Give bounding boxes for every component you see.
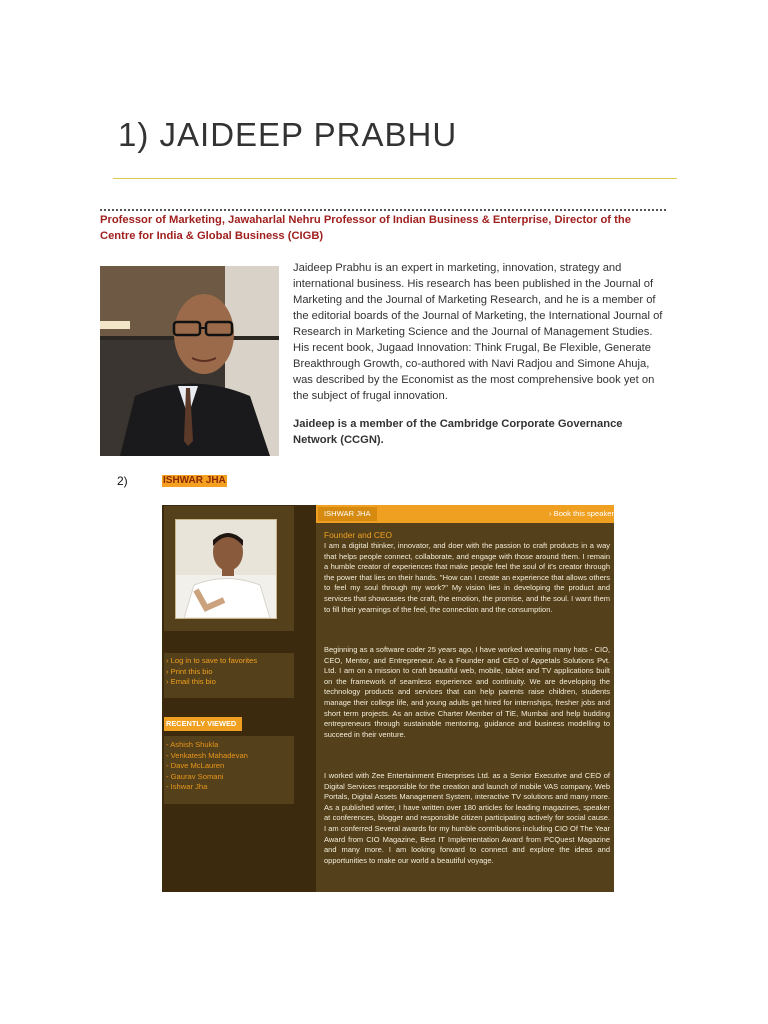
bio-paragraph: I am a digital thinker, innovator, and doer with the passion to craft products in a way that helps people connect, collaborate, and engage with those around them. I remain a humble creator of experiences that make people feel the soul of it's creator through the power that lies on their hands. "How can I create an experience that allows others to feel my soul through my work?" My vision lies in developing the product and services that showcases the craft, the emotion, the promise, and the soul. I want them to fill their yearnings of the feel, the connection and the consumption. (324, 541, 610, 614)
recently-viewed-item[interactable]: - Ishwar Jha (166, 782, 208, 791)
speaker-name-highlight: ISHWAR JHA (163, 475, 226, 486)
speaker-role: Professor of Marketing, Jawaharlal Nehru Professor of Indian Business & Enterprise, Director of the Centre for India & Global Business (CIGB) (100, 214, 631, 242)
speaker-profile-panel (162, 505, 614, 892)
recently-viewed-item[interactable]: - Gaurav Somani (166, 771, 224, 781)
page-title: 1) JAIDEEP PRABHU (118, 116, 458, 153)
section-number: 2) (117, 474, 128, 488)
print-bio-link[interactable]: › Print this bio (166, 666, 213, 676)
profile-sidebar (162, 505, 310, 892)
speaker-photo-ishwar (175, 519, 277, 619)
photo-frame (164, 506, 294, 631)
speaker-name-tab[interactable]: ISHWAR JHA (318, 507, 377, 521)
save-favorites-link[interactable]: › Log in to save to favorites (166, 656, 258, 665)
recently-viewed-item[interactable]: - Ashish Shukla (166, 740, 219, 749)
speaker-membership: Jaideep is a member of the Cambridge Corporate Governance Network (CCGN). (293, 418, 623, 446)
speaker-bio: Jaideep Prabhu is an expert in marketing, innovation, strategy and international business. His research has been published in the Journal of Marketing and the Journal of Marketing Research, and he is a member of the editorial boards of the Journal of Marketing, the International Journal of Research in Marketing Science and the Journal of Management Studies. His recent book, Jugaad Innovation: Think Frugal, Be Flexible, Generate Breakthrough Growth, co-authored with Navi Radjou and Simone Ahuja, was described by the Economist as the most comprehensive book yet on the subject of frugal innovation. (293, 262, 663, 402)
recently-viewed-item[interactable]: - Dave McLauren (166, 761, 225, 770)
title-underline (113, 178, 677, 179)
recently-viewed-list (164, 736, 294, 804)
bio-paragraph: Beginning as a software coder 25 years ago, I have worked wearing many hats - CIO, CEO, Mentor, and Entrepreneur. As a Founder and CEO of Appetals Solutions Pvt. Ltd. I am on a mission to craft beautiful web, mobile, tablet and TV applications built on the framework of seamless experience and continuity. We are developing the technology products and services that can help parents raise children, students manage their college life, and young adults get hired for internships, fresher jobs and short term projects. As an active Charter Member of TiE, Mumbai and help budding entrepreneurs through sustainable mentoring, guidance and business modelling to succeed in their venture. (324, 645, 610, 739)
bio-paragraph: I worked with Zee Entertainment Enterprises Ltd. as a Senior Executive and CEO of Digital Services responsible for the creation and launch of mobile VAS company, Web Portals, Digital Assets Management System, interactive TV solutions and many more. As a published writer, I have written over 180 articles for leading magazines, speaker at conferences, blogger and responsible citizen participating actively for social cause. I am conferred Several awards for my humble contributions including CIO Of The Year Award from CIO Magazine, Best IT Implementation Award from PCQuest Magazine and many more. I am looking forward to connect and explore the ideas and opportunities to make our world a beautiful voyage. (324, 771, 610, 865)
speaker-job-title: Founder and CEO (324, 530, 392, 540)
dotted-divider (100, 209, 666, 211)
recently-viewed-title: RECENTLY VIEWED (164, 717, 242, 731)
profile-content (316, 505, 614, 892)
recently-viewed-item[interactable]: - Venkatesh Mahadevan (166, 750, 248, 760)
email-bio-link[interactable]: › Email this bio (166, 677, 216, 686)
book-speaker-link[interactable]: › Book this speaker (549, 509, 614, 518)
profile-actions (164, 653, 294, 698)
profile-header-bar (316, 505, 614, 523)
speaker-photo-jaideep (100, 266, 279, 456)
